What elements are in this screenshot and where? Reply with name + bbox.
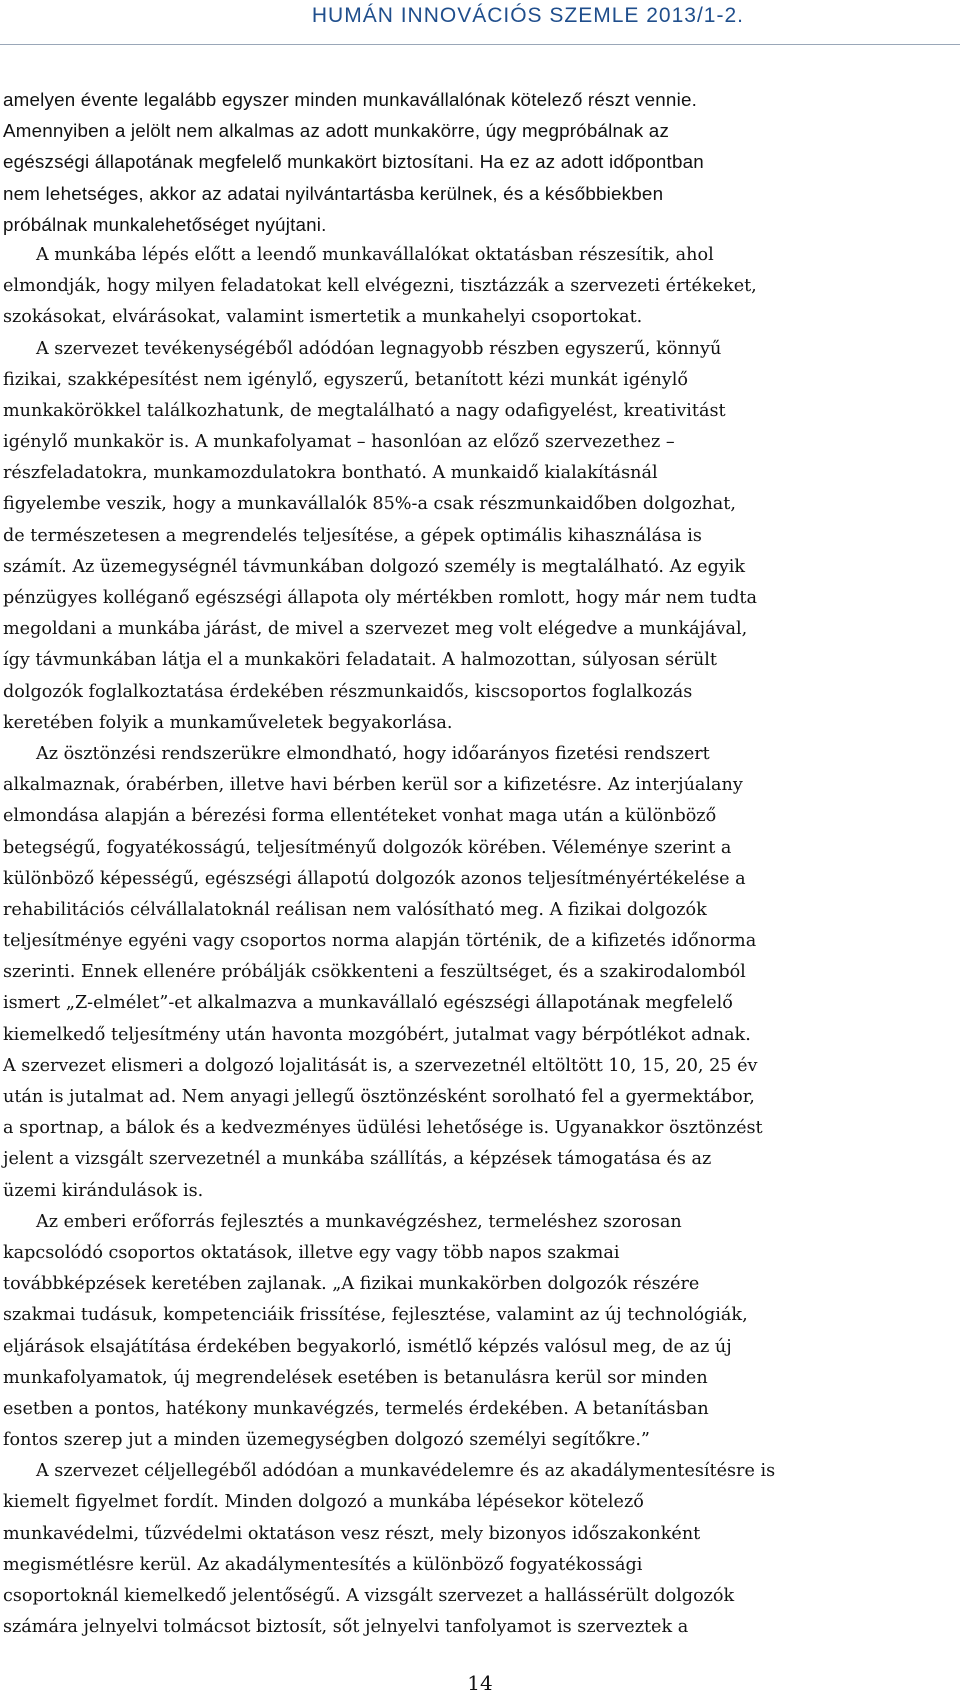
text-line: Amennyiben a jelölt nem alkalmas az adott munkakörre, úgy megpróbálnak az — [3, 120, 670, 142]
text-line: keretében folyik a munkaműveletek begyakorlása. — [3, 712, 453, 733]
paragraph-start-line: A szervezet céljellegéből adódóan a munkavédelemre és az akadálymentesítésre is — [36, 1461, 776, 1482]
text-line: munkakörökkel találkozhatunk, de megtalálható a nagy odafigyelést, kreativitást — [3, 400, 726, 421]
body-text — [3, 84, 957, 1643]
text-line: pénzügyes kolléganő egészségi állapota oly mértékben romlott, hogy már nem tudta — [3, 588, 757, 608]
text-line: csoportoknál kiemelkedő jelentőségű. A vizsgált szervezet a hallássérült dolgozók — [3, 1586, 735, 1606]
text-line: így távmunkában látja el a munkaköri feladatait. A halmozottan, súlyosan sérült — [3, 650, 718, 671]
text-line: próbálnak munkalehetőséget nyújtani. — [3, 213, 327, 235]
text-line: eljárások elsajátítása érdekében begyakorló, ismétlő képzés valósul meg, de az új — [3, 1336, 732, 1357]
text-line: szakmai tudásuk, kompetenciáik frissítése, fejlesztése, valamint az új technológiák, — [3, 1305, 748, 1326]
text-line: üzemi kirándulások is. — [3, 1180, 204, 1201]
page-number: 14 — [467, 1671, 493, 1695]
text-line: továbbképzések keretében zajlanak. „A fizikai munkakörben dolgozók részére — [3, 1274, 700, 1295]
paragraph-start-line: Az ösztönzési rendszerükre elmondható, hogy időarányos fizetési rendszert — [36, 743, 710, 764]
text-line: számára jelnyelvi tolmácsot biztosít, sőt jelnyelvi tanfolyamot is szerveztek a — [3, 1617, 689, 1638]
text-line: kiemelt figyelmet fordít. Minden dolgozó a munkába lépésekor kötelező — [3, 1492, 644, 1513]
running-header — [0, 0, 960, 45]
paragraph-start-line: A munkába lépés előtt a leendő munkavállalókat oktatásban részesítik, ahol — [36, 244, 714, 265]
text-line: jelent a vizsgált szervezetnél a munkába szállítás, a képzések támogatása és az — [3, 1149, 712, 1170]
paragraph-start-line: Az emberi erőforrás fejlesztés a munkavégzéshez, termeléshez szorosan — [36, 1211, 682, 1232]
text-line: elmondása alapján a bérezési forma ellentéteket vonhat maga után a különböző — [3, 806, 717, 827]
text-line: alkalmaznak, órabérben, illetve havi bérben kerül sor a kifizetésre. Az interjúalany — [3, 775, 743, 796]
text-line: részfeladatokra, munkamozdulatokra bontható. A munkaidő kialakításnál — [3, 463, 658, 484]
text-line: a sportnap, a bálok és a kedvezményes üdülési lehetősége is. Ugyanakkor ösztönzést — [3, 1118, 763, 1139]
text-line: munkavédelmi, tűzvédelmi oktatáson vesz részt, mely bizonyos időszakonként — [3, 1523, 701, 1544]
text-line: munkafolyamatok, új megrendelések esetében is betanulásra kerül sor minden — [3, 1367, 708, 1388]
text-line: figyelembe veszik, hogy a munkavállalók 85%-a csak részmunkaidőben dolgozhat, — [3, 494, 736, 515]
text-line: szerinti. Ennek ellenére próbálják csökkenteni a feszültséget, és a szakirodalomból — [3, 962, 746, 983]
paragraph-start-line: A szervezet tevékenységéből adódóan legnagyobb részben egyszerű, könnyű — [36, 338, 722, 359]
text-line: különböző képességű, egészségi állapotú dolgozók azonos teljesítményértékelése a — [3, 868, 746, 889]
text-line: A szervezet elismeri a dolgozó lojalitását is, a szervezetnél eltöltött 10, 15, 20, 25 év — [3, 1055, 758, 1076]
text-line: betegségű, fogyatékosságú, teljesítményű dolgozók körében. Véleménye szerint a — [3, 837, 732, 858]
text-line: megoldani a munkába járást, de mivel a szervezet meg volt elégedve a munkájával, — [3, 619, 748, 640]
text-line: ismert „Z-elmélet”-et alkalmazva a munkavállaló egészségi állapotának megfelelő — [3, 993, 733, 1014]
text-line: után is jutalmat ad. Nem anyagi jellegű ösztönzésként sorolható fel a gyermektábor, — [3, 1087, 755, 1107]
text-line: számít. Az üzemegységnél távmunkában dolgozó személy is megtalálható. Az egyik — [3, 556, 746, 577]
text-line: fontos szerep jut a minden üzemegységben dolgozó személyi segítőkre.” — [3, 1430, 650, 1451]
text-line: szokásokat, elvárásokat, valamint ismertetik a munkahelyi csoportokat. — [3, 307, 643, 328]
text-line: teljesítménye egyéni vagy csoportos norma alapján történik, de a kifizetés időnorma — [3, 931, 757, 952]
text-line: kiemelkedő teljesítmény után havonta mozgóbért, jutalmat vagy bérpótlékot adnak. — [3, 1024, 751, 1045]
text-line: nem lehetséges, akkor az adatai nyilvántartásba kerülnek, és a későbbiekben — [3, 182, 664, 204]
text-line: rehabilitációs célvállalatoknál reálisan nem valósítható meg. A fizikai dolgozók — [3, 899, 707, 920]
text-line: de természetesen a megrendelés teljesítése, a gépek optimális kihasználása is — [3, 525, 702, 546]
text-line: amelyen évente legalább egyszer minden munkavállalónak kötelező részt vennie. — [3, 89, 698, 110]
text-line: egészségi állapotának megfelelő munkakört biztosítani. Ha ez az adott időpontban — [3, 151, 704, 173]
text-line: kapcsolódó csoportos oktatások, illetve egy vagy több napos szakmai — [3, 1242, 620, 1263]
text-line: igénylő munkakör is. A munkafolyamat – hasonlóan az előző szervezethez – — [3, 432, 675, 453]
text-line: fizikai, szakképesítést nem igénylő, egyszerű, betanított kézi munkát igénylő — [3, 369, 688, 390]
text-line: dolgozók foglalkoztatása érdekében részmunkaidős, kiscsoportos foglalkozás — [3, 681, 693, 702]
text-line: esetben a pontos, hatékony munkavégzés, termelés érdekében. A betanításban — [3, 1398, 709, 1419]
text-line: elmondják, hogy milyen feladatokat kell elvégezni, tisztázzák a szervezeti értékeket, — [3, 276, 757, 297]
journal-title: HUMÁN INNOVÁCIÓS SZEMLE 2013/1-2. — [311, 4, 744, 27]
text-line: megismétlésre kerül. Az akadálymentesítés a különböző fogyatékossági — [3, 1554, 643, 1575]
